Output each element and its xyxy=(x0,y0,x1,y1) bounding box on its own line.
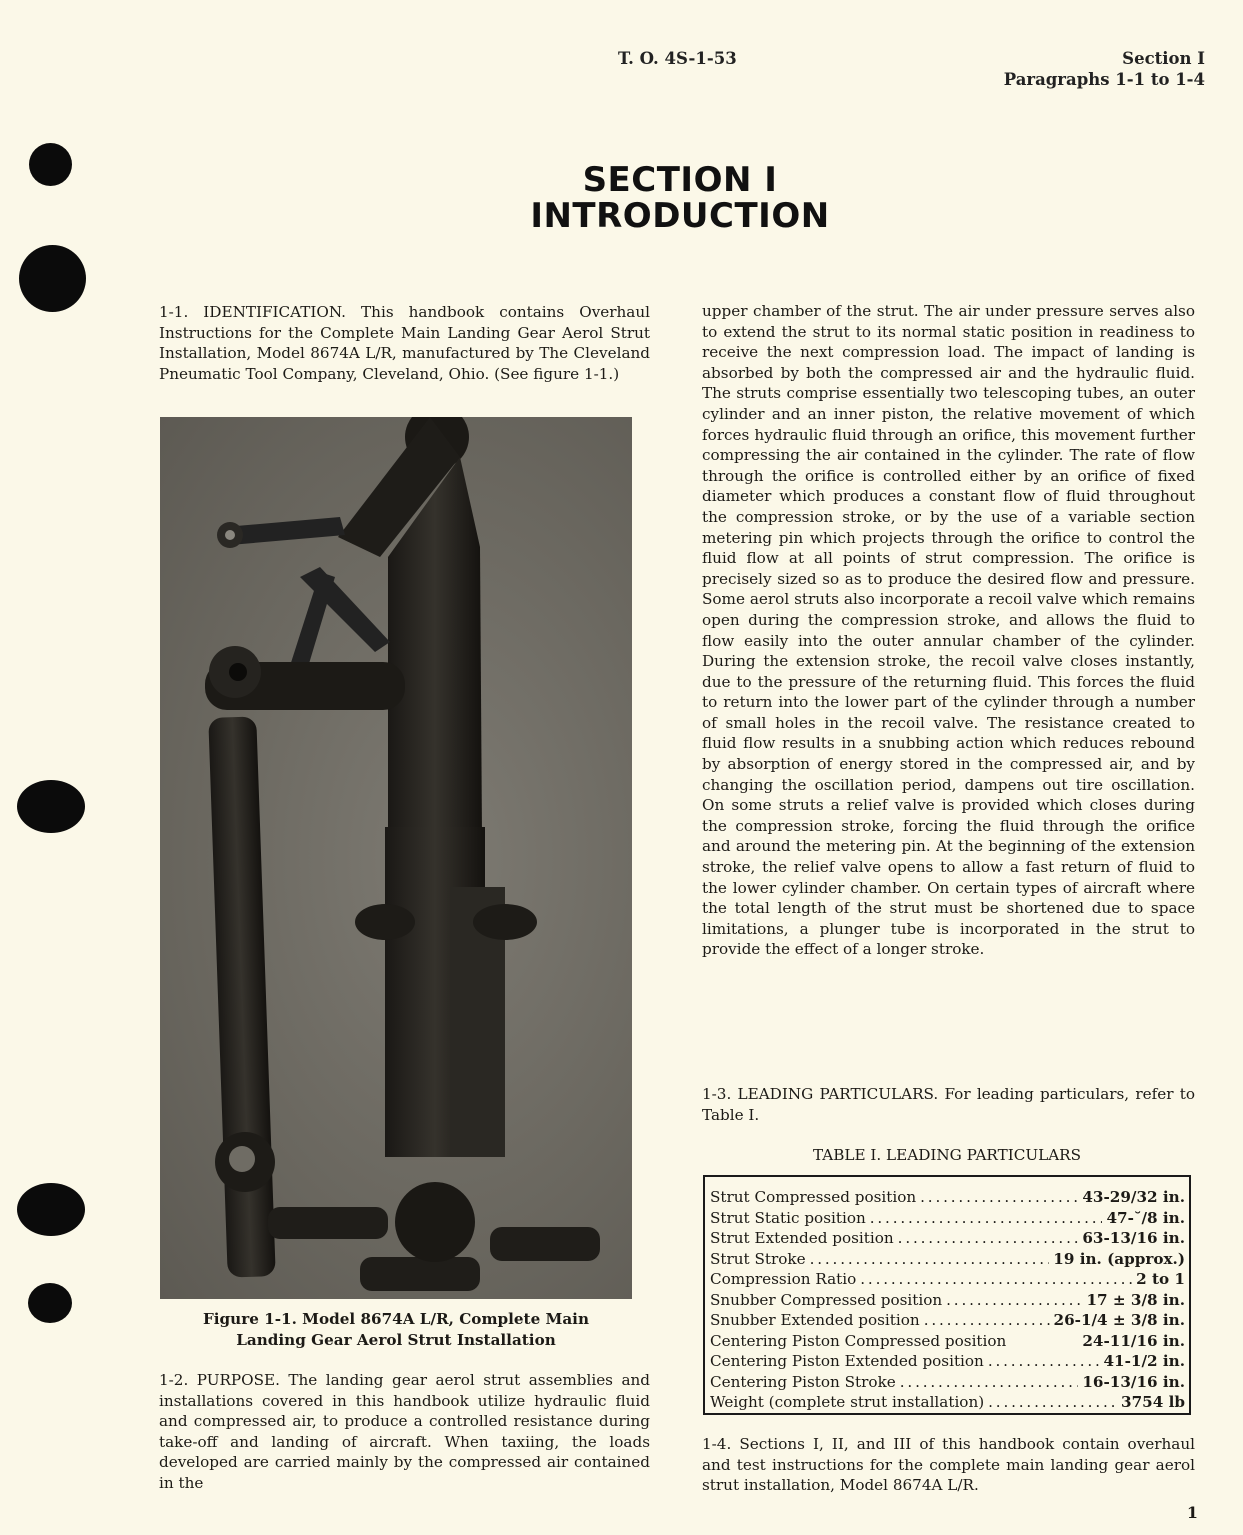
leader-dots xyxy=(988,1392,1117,1413)
table-title: TABLE I. LEADING PARTICULARS xyxy=(812,1146,1082,1164)
row-label: Strut Stroke xyxy=(710,1249,806,1268)
leader-dots xyxy=(924,1310,1050,1331)
row-label: Strut Compressed position xyxy=(710,1188,917,1206)
row-label: Compression Ratio xyxy=(710,1270,857,1288)
paragraph-purpose-continued xyxy=(702,301,1195,960)
row-value: 47-˘/8 in. xyxy=(1106,1208,1185,1227)
figure-caption xyxy=(160,1309,632,1350)
caption-line: Landing Gear Aerol Strut Installation xyxy=(236,1330,556,1349)
paragraph-leading-particulars xyxy=(702,1084,1195,1125)
leader-dots xyxy=(810,1249,1050,1270)
leader-dots xyxy=(946,1290,1082,1311)
row-label: Strut Static position xyxy=(710,1208,866,1227)
title-introduction: INTRODUCTION xyxy=(530,196,830,236)
landing-gear-illustration xyxy=(160,417,632,1299)
binder-hole xyxy=(28,1283,72,1323)
leader-dots xyxy=(898,1228,1079,1249)
paragraph-heading: 1-2. PURPOSE. xyxy=(159,1371,280,1389)
leader-dots xyxy=(860,1269,1132,1290)
row-label: Centering Piston Extended position xyxy=(710,1352,984,1370)
leader-dots xyxy=(920,1187,1078,1208)
table-row xyxy=(710,1310,1185,1331)
section-reference xyxy=(1004,48,1205,90)
row-label: Strut Extended position xyxy=(710,1229,894,1247)
table-row xyxy=(710,1331,1185,1352)
paragraph-text: The landing gear aerol strut assemblies and installations covered in this handbook utilize hydraulic fluid and compressed air, to produce a controlled resistance during take-off and landing of aircraft. When taxiing, the loads developed are carried mainly by the compressed air contained in the xyxy=(159,1371,650,1492)
row-value: 19 in. (approx.) xyxy=(1053,1249,1185,1268)
row-value: 24-11/16 in. xyxy=(1082,1331,1185,1350)
table-row xyxy=(710,1290,1185,1311)
row-label: Snubber Extended position xyxy=(710,1311,920,1329)
row-label: Weight (complete strut installation) xyxy=(710,1393,985,1411)
doc-number: T. O. 4S-1-53 xyxy=(618,49,737,68)
leader-dots xyxy=(988,1351,1100,1372)
row-value: 63-13/16 in. xyxy=(1082,1229,1185,1247)
binder-hole xyxy=(17,780,85,833)
leader-dots xyxy=(870,1208,1103,1229)
binder-hole xyxy=(19,245,86,312)
page-number: 1 xyxy=(1186,1503,1198,1522)
caption-line: Figure 1-1. Model 8674A L/R, Complete Main xyxy=(203,1310,589,1328)
paragraph-text: This handbook contains Overhaul Instructions for the Complete Main Landing Gear Aerol Strut Installation, Model 8674A L/R, manufactured by The Cleveland Pneumatic Tool Company, Cleveland, Ohio. (See figure 1-1.) xyxy=(159,303,651,383)
row-value: 3754 lb xyxy=(1121,1393,1185,1411)
row-label: Snubber Compressed position xyxy=(710,1290,943,1309)
leader-dots xyxy=(900,1372,1079,1393)
table-row xyxy=(710,1228,1185,1249)
paragraph-purpose xyxy=(159,1370,650,1494)
landing-gear-photo xyxy=(160,417,632,1299)
leading-particulars-table xyxy=(703,1175,1191,1415)
binder-hole xyxy=(17,1183,85,1236)
page-title xyxy=(0,162,1243,234)
paragraph-heading: 1-4. xyxy=(702,1435,732,1453)
paragraph-text: For leading particulars, refer to Table I. xyxy=(702,1085,1195,1124)
row-value: 43-29/32 in. xyxy=(1082,1188,1185,1206)
table-row xyxy=(710,1187,1185,1208)
paragraph-identification xyxy=(159,302,650,384)
paragraph-sections xyxy=(702,1434,1195,1496)
row-value: 41-1/2 in. xyxy=(1103,1352,1185,1370)
row-label: Centering Piston Compressed position xyxy=(710,1331,1007,1350)
paragraph-text: Sections I, II, and III of this handbook contain overhaul and test instructions for the complete main landing gear aerol strut installation, Model 8674A L/R. xyxy=(702,1435,1196,1495)
table-row xyxy=(710,1208,1185,1229)
paragraph-heading: 1-3. LEADING PARTICULARS. xyxy=(702,1085,939,1103)
paragraph-heading: 1-1. IDENTIFICATION. xyxy=(159,303,347,321)
row-value: 2 to 1 xyxy=(1136,1270,1185,1288)
row-value: 26-1/4 ± 3/8 in. xyxy=(1053,1311,1185,1329)
table-row xyxy=(710,1392,1185,1413)
paragraph-text: upper chamber of the strut. The air under pressure serves also to extend the strut to its normal static position in readiness to receive the next compression load. The impact of landing is absorbed by both the compressed air and the hydraulic fluid. The struts comprise essentially two telescoping tubes, an outer cylinder and an inner piston, the relative movement of which forces hydraulic fluid through an orifice, this movement further compressing the air contained in the cylinder. The rate of flow through the orifice is controlled either by an orifice of fixed diameter which produces a constant flow of fluid throughout the compression stroke, or by the use of a variable section metering pin which projects through the orifice to control the fluid flow at all points of strut compression. The orifice is precisely sized so as to produce the desired flow and pressure. Some aerol struts also incorporate a recoil valve which remains open during the compression stroke, and allows the fluid to flow easily into the outer annular chamber of the cylinder. During the extension stroke, the recoil valve closes instantly, due to the pressure of the returning fluid. This forces the fluid to return into the lower part of the cylinder through a number of small holes in the recoil valve. The resistance created to fluid flow results in a snubbing action which reduces rebound by absorption of energy stored in the compressed air, and by changing the oscillation period, dampens out tire oscillation. On some struts a relief valve is provided which closes during the compression stroke, forcing the fluid through the orifice and around the metering pin. At the beginning of the extension stroke, the relief valve opens to allow a fast return of fluid to the lower cylinder chamber. On certain types of aircraft where the total length of the strut must be shortened due to space limitations, a plunger tube is incorporated in the strut to provide the effect of a longer stroke. xyxy=(702,302,1195,959)
row-label: Centering Piston Stroke xyxy=(710,1372,896,1391)
table-row xyxy=(710,1351,1185,1372)
title-section: SECTION I xyxy=(582,160,778,200)
row-value: 16-13/16 in. xyxy=(1082,1372,1185,1391)
table-row xyxy=(710,1269,1185,1290)
section-label: Section I xyxy=(1122,49,1205,68)
table-row xyxy=(710,1249,1185,1270)
row-value: 17 ± 3/8 in. xyxy=(1086,1290,1185,1309)
table-row xyxy=(710,1372,1185,1393)
paragraph-range: Paragraphs 1-1 to 1-4 xyxy=(1003,70,1205,89)
